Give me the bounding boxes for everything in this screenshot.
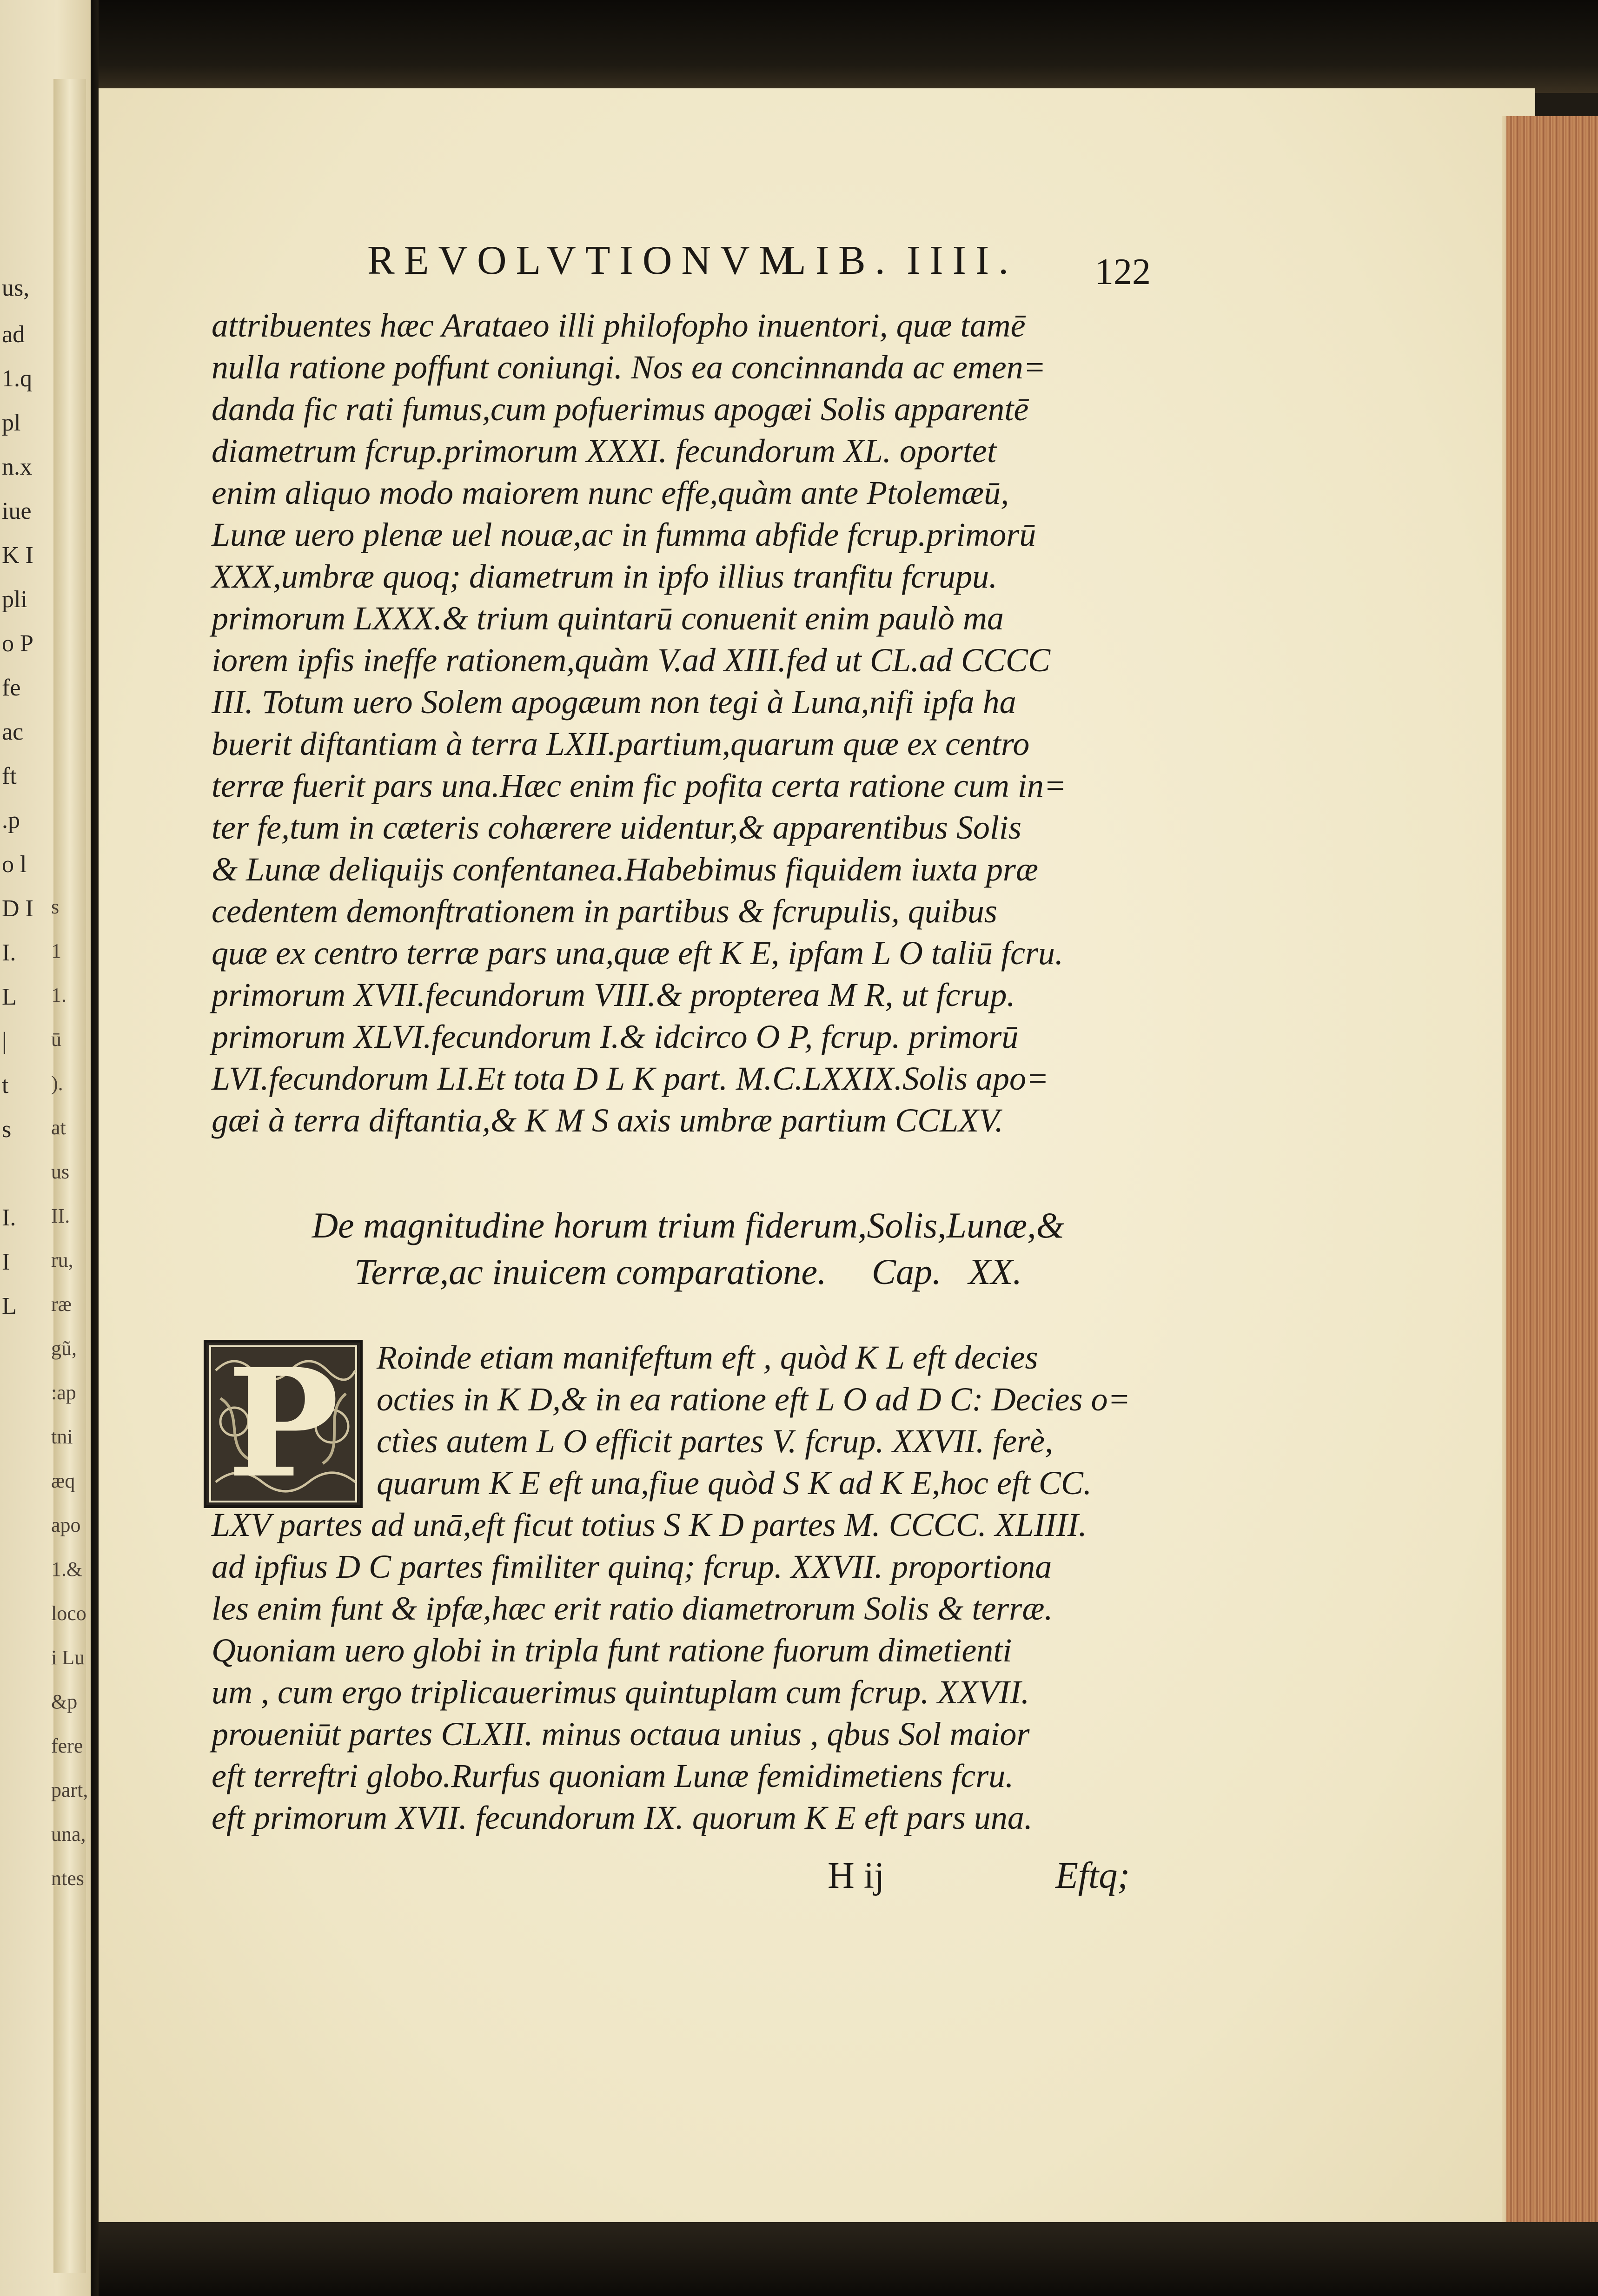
text-line: diametrum fcrup.primorum XXXI. fecundorum XL. oportet [212, 432, 996, 470]
text-line: primorum LXXX.& trium quintarū conuenit enim paulò ma [212, 600, 1004, 637]
left-fragment-outer: n.x [2, 454, 32, 480]
left-fragment-inner: 1. [51, 984, 66, 1006]
text-line: Roinde etiam manifeftum eft , quòd K L eft decies [377, 1339, 1038, 1376]
chapter-heading-line-2: Terræ,ac inuicem comparatione. Cap. XX. [354, 1251, 1022, 1292]
text-line: les enim funt & ipfæ,hæc erit ratio diametrorum Solis & terræ. [212, 1590, 1053, 1627]
left-margin-fragment [0, 1601, 93, 1634]
running-head-book: IIII. [907, 238, 1018, 283]
left-fragment-outer: L [2, 1293, 17, 1319]
left-margin-fragment [0, 718, 93, 751]
left-fragment-inner: s [51, 895, 60, 918]
left-fragment-inner: ntes [51, 1867, 84, 1890]
left-fragment-inner: :ap [51, 1381, 76, 1404]
left-margin-fragment [0, 365, 93, 397]
decorated-initial [204, 1337, 363, 1511]
left-margin-fragment [0, 895, 93, 927]
text-line: gæi à terra diftantia,& K M S axis umbræ partium CCLXV. [212, 1102, 1003, 1139]
left-fragment-inner: ). [51, 1072, 63, 1095]
left-fragment-inner: II. [51, 1204, 70, 1227]
left-margin-fragment [0, 807, 93, 839]
text-line: primorum XVII.fecundorum VIII.& propterea M R, ut fcrup. [212, 976, 1015, 1013]
initial-letter: P [227, 1337, 339, 1511]
running-head-title: REVOLVTIONVM [367, 238, 805, 283]
left-margin-fragment [0, 1690, 93, 1722]
text-line: ctìes autem L O efficit partes V. fcrup. XXVII. ferè, [377, 1423, 1054, 1460]
text-line: cedentem demonftrationem in partibus & fcrupulis, quibus [212, 893, 997, 930]
left-fragment-outer: | [2, 1028, 7, 1054]
left-margin-fragment [0, 1646, 93, 1678]
left-fragment-outer: I. [2, 1204, 16, 1231]
left-margin-fragment [0, 321, 93, 353]
left-margin-fragment [0, 497, 93, 530]
text-line: Lunæ uero plenæ uel nouæ,ac in fumma abfide fcrup.primorū [212, 516, 1036, 553]
left-fragment-inner: &p [51, 1690, 78, 1713]
text-line: quæ ex centro terræ pars una,quæ eft K E, ipfam L O taliū fcru. [212, 934, 1063, 972]
text-line: LVI.fecundorum LI.Et tota D L K part. M.C.LXXIX.Solis apo= [212, 1060, 1049, 1097]
left-fragment-inner: ru, [51, 1249, 73, 1271]
text-line: & Lunæ deliquijs confentanea.Habebimus fiquidem iuxta præ [212, 851, 1038, 888]
left-margin-fragment [0, 630, 93, 662]
book-fore-edge [1506, 116, 1598, 2231]
text-line: eft terreftri globo.Rurfus quoniam Lunæ femidimetiens fcru. [212, 1757, 1014, 1794]
text-line: danda fic rati fumus,cum pofuerimus apogæi Solis apparentē [212, 390, 1029, 428]
text-line: terræ fuerit pars una.Hæc enim fic pofita certa ratione cum in= [212, 767, 1067, 804]
left-fragment-outer: fe [2, 675, 21, 701]
left-fragment-outer: .p [2, 807, 20, 834]
text-line: LXV partes ad unā,eft ficut totius S K D partes M. CCCC. XLIIII. [212, 1506, 1087, 1543]
left-fragment-inner: æq [51, 1469, 75, 1492]
bottom-shadow [99, 2222, 1598, 2296]
folio-number: 122 [1095, 251, 1151, 292]
text-line: ad ipfius D C partes fimiliter quinq; fcrup. XXVII. proportiona [212, 1548, 1052, 1585]
left-fragment-inner: 1 [51, 940, 61, 962]
left-fragment-outer: L [2, 984, 17, 1010]
text-line: um , cum ergo triplicauerimus quintuplam cum fcrup. XXVII. [212, 1674, 1030, 1711]
left-margin-fragment [0, 1337, 93, 1369]
left-margin-fragment [0, 453, 93, 486]
catchword: Eftq; [1055, 1855, 1130, 1896]
text-line: quarum K E eft una,fiue quòd S K ad K E,hoc eft CC. [377, 1464, 1092, 1502]
text-line: III. Totum uero Solem apogæum non tegi à Luna,nifi ipfa ha [212, 683, 1016, 721]
left-fragment-outer: 1.q [2, 365, 32, 392]
running-head [367, 237, 1181, 284]
left-margin-fragment [0, 762, 93, 795]
left-fragment-outer: K I [2, 542, 33, 569]
left-fragment-outer: I. [2, 940, 16, 966]
left-fragment-inner: loco [51, 1602, 86, 1625]
text-line: eft primorum XVII. fecundorum IX. quorum K E eft pars una. [212, 1799, 1033, 1836]
left-margin-fragment [0, 586, 93, 618]
text-line: Quoniam uero globi in tripla funt ratione fuorum dimetienti [212, 1632, 1012, 1669]
left-margin-fragment [0, 409, 93, 442]
left-fragment-inner: fere [51, 1734, 83, 1757]
text-line: attribuentes hæc Arataeo illi philofopho inuentori, quæ tamē [212, 307, 1026, 344]
left-fragment-outer: ft [2, 763, 17, 789]
left-fragment-outer: pli [2, 586, 27, 613]
left-margin-fragment [0, 1381, 93, 1413]
text-line: nulla ratione poffunt coniungi. Nos ea concinnanda ac emen= [212, 349, 1046, 386]
left-fragment-inner: apo [51, 1514, 81, 1536]
left-margin-fragment [0, 1160, 93, 1192]
left-margin-fragment [0, 542, 93, 574]
left-fragment-outer: o P [2, 630, 33, 657]
running-head-lib: LIB. [781, 238, 895, 283]
text-line: XXX,umbræ quoq; diametrum in ipfo illius tranfitu fcrupu. [212, 558, 997, 595]
left-fragment-outer: s [2, 1116, 12, 1143]
left-margin-fragment [0, 1734, 93, 1767]
left-margin-fragment [0, 274, 93, 307]
left-fragment-inner: ræ [51, 1293, 72, 1316]
left-margin-fragment [0, 1513, 93, 1546]
left-fragment-outer: I [2, 1249, 10, 1275]
left-fragment-outer: o l [2, 851, 27, 878]
left-margin-fragment [0, 674, 93, 707]
left-fragment-inner: 1.& [51, 1558, 83, 1581]
left-fragment-inner: gũ, [51, 1337, 77, 1360]
left-fragment-inner: part, [51, 1779, 88, 1801]
text-line: primorum XLVI.fecundorum I.& idcirco O P, fcrup. primorū [212, 1018, 1019, 1055]
left-margin-fragment [0, 1866, 93, 1899]
top-shadow [99, 0, 1598, 93]
left-margin-fragment [0, 851, 93, 883]
left-margin-fragment [0, 1557, 93, 1590]
left-margin-fragment [0, 1027, 93, 1060]
left-margin-fragment [0, 1822, 93, 1855]
text-line: ter fe,tum in cæteris cohærere uidentur,& apparentibus Solis [212, 809, 1021, 846]
chapter-heading-line-1: De magnitudine horum trium fiderum,Solis,Lunæ,& [312, 1205, 1065, 1245]
left-fragment-inner: i Lu [51, 1646, 85, 1669]
signature-mark: H ij [828, 1855, 885, 1896]
left-margin-fragment [0, 1425, 93, 1457]
text-line: enim aliquo modo maiorem nunc effe,quàm ante Ptolemæū, [212, 474, 1009, 511]
left-fragment-outer: pl [2, 410, 21, 436]
left-margin-fragment [0, 939, 93, 972]
left-fragment-outer: D I [2, 895, 33, 922]
left-margin-fragment [0, 1292, 93, 1325]
text-line: iorem ipfis ineffe rationem,quàm V.ad XIII.fed ut CL.ad CCCC [212, 642, 1050, 679]
left-fragment-outer: us, [2, 275, 30, 301]
left-fragment-outer: iue [2, 498, 32, 524]
left-fragment-inner: us [51, 1160, 70, 1183]
left-fragment-inner: ū [51, 1028, 61, 1051]
left-fragment-outer: t [2, 1072, 9, 1098]
left-margin-fragment [0, 1204, 93, 1237]
left-margin-fragment [0, 1778, 93, 1811]
left-margin-fragment [0, 1248, 93, 1281]
left-margin-fragment [0, 1072, 93, 1104]
left-fragment-inner: una, [51, 1823, 86, 1846]
left-margin-fragment [0, 1116, 93, 1148]
text-line: proueniūt partes CLXII. minus octaua unius , qbus Sol maior [212, 1715, 1030, 1753]
left-margin-fragment [0, 983, 93, 1016]
left-fragment-outer: ac [2, 719, 24, 745]
left-fragment-inner: at [51, 1116, 66, 1139]
left-fragment-outer: ad [2, 321, 25, 348]
text-line: buerit diftantiam à terra LXII.partium,quarum quæ ex centro [212, 725, 1030, 762]
left-margin-fragment [0, 1469, 93, 1502]
left-fragment-inner: tni [51, 1425, 73, 1448]
text-line: octies in K D,& in ea ratione eft L O ad D C: Decies o= [377, 1381, 1131, 1418]
